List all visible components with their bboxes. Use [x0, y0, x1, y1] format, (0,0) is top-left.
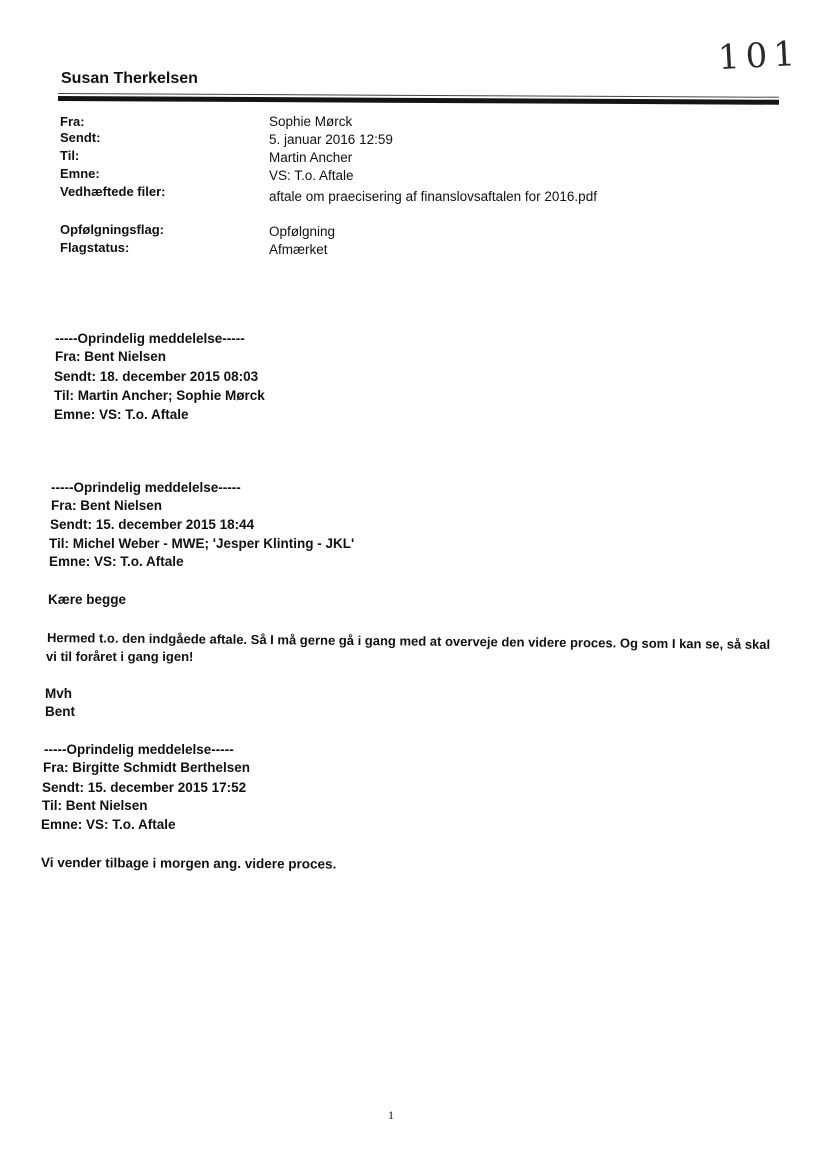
message-signoff: Mvh [45, 686, 72, 701]
message-to: Til: Michel Weber - MWE; 'Jesper Klinting - JKL' [49, 536, 355, 551]
header-rule [58, 96, 779, 105]
header-label-to: Til: [60, 148, 80, 163]
header-value-flag-status: Afmærket [269, 242, 328, 257]
message-from: Fra: Birgitte Schmidt Berthelsen [43, 760, 251, 775]
header-value-from: Sophie Mørck [269, 114, 353, 129]
message-greeting: Kære begge [48, 592, 127, 607]
header-label-followup-flag: Opfølgningsflag: [60, 222, 164, 237]
mailbox-owner-name: Susan Therkelsen [61, 70, 198, 87]
message-signature: Bent [45, 704, 75, 719]
header-label-from: Fra: [60, 114, 85, 129]
original-message-separator: -----Oprindelig meddelelse----- [51, 480, 241, 495]
message-subject: Emne: VS: T.o. Aftale [49, 554, 184, 569]
message-body-line: Hermed t.o. den indgåede aftale. Så I må gerne gå i gang med at overveje den videre proces. Og som I kan se, så skal [46, 630, 771, 652]
message-sent: Sendt: 18. december 2015 08:03 [54, 369, 259, 384]
attachment-file-name[interactable]: aftale om praecisering af finanslovsaftalen for 2016.pdf [269, 189, 597, 204]
page-number: 1 [388, 1108, 394, 1122]
handwritten-page-number: 101 [717, 33, 802, 79]
message-from: Fra: Bent Nielsen [51, 498, 163, 513]
header-value-to: Martin Ancher [269, 150, 353, 165]
message-subject: Emne: VS: T.o. Aftale [54, 407, 189, 422]
header-value-followup-flag: Opfølgning [269, 224, 336, 239]
header-value-sent: 5. januar 2016 12:59 [269, 132, 393, 147]
message-from: Fra: Bent Nielsen [55, 349, 167, 364]
original-message-separator: -----Oprindelig meddelelse----- [44, 742, 234, 757]
header-label-flag-status: Flagstatus: [60, 240, 130, 255]
message-body-line: Vi vender tilbage i morgen ang. videre proces. [40, 855, 337, 872]
header-value-subject: VS: T.o. Aftale [269, 168, 354, 183]
message-to: Til: Bent Nielsen [42, 798, 148, 813]
message-sent: Sendt: 15. december 2015 18:44 [50, 517, 255, 532]
header-label-attachments: Vedhæftede filer: [60, 184, 166, 199]
header-label-subject: Emne: [60, 166, 100, 181]
message-sent: Sendt: 15. december 2015 17:52 [42, 780, 247, 795]
message-subject: Emne: VS: T.o. Aftale [41, 817, 176, 832]
original-message-separator: -----Oprindelig meddelelse----- [55, 331, 245, 346]
message-to: Til: Martin Ancher; Sophie Mørck [54, 388, 265, 403]
message-body-line: vi til foråret i gang igen! [46, 649, 194, 664]
header-label-sent: Sendt: [60, 130, 101, 145]
